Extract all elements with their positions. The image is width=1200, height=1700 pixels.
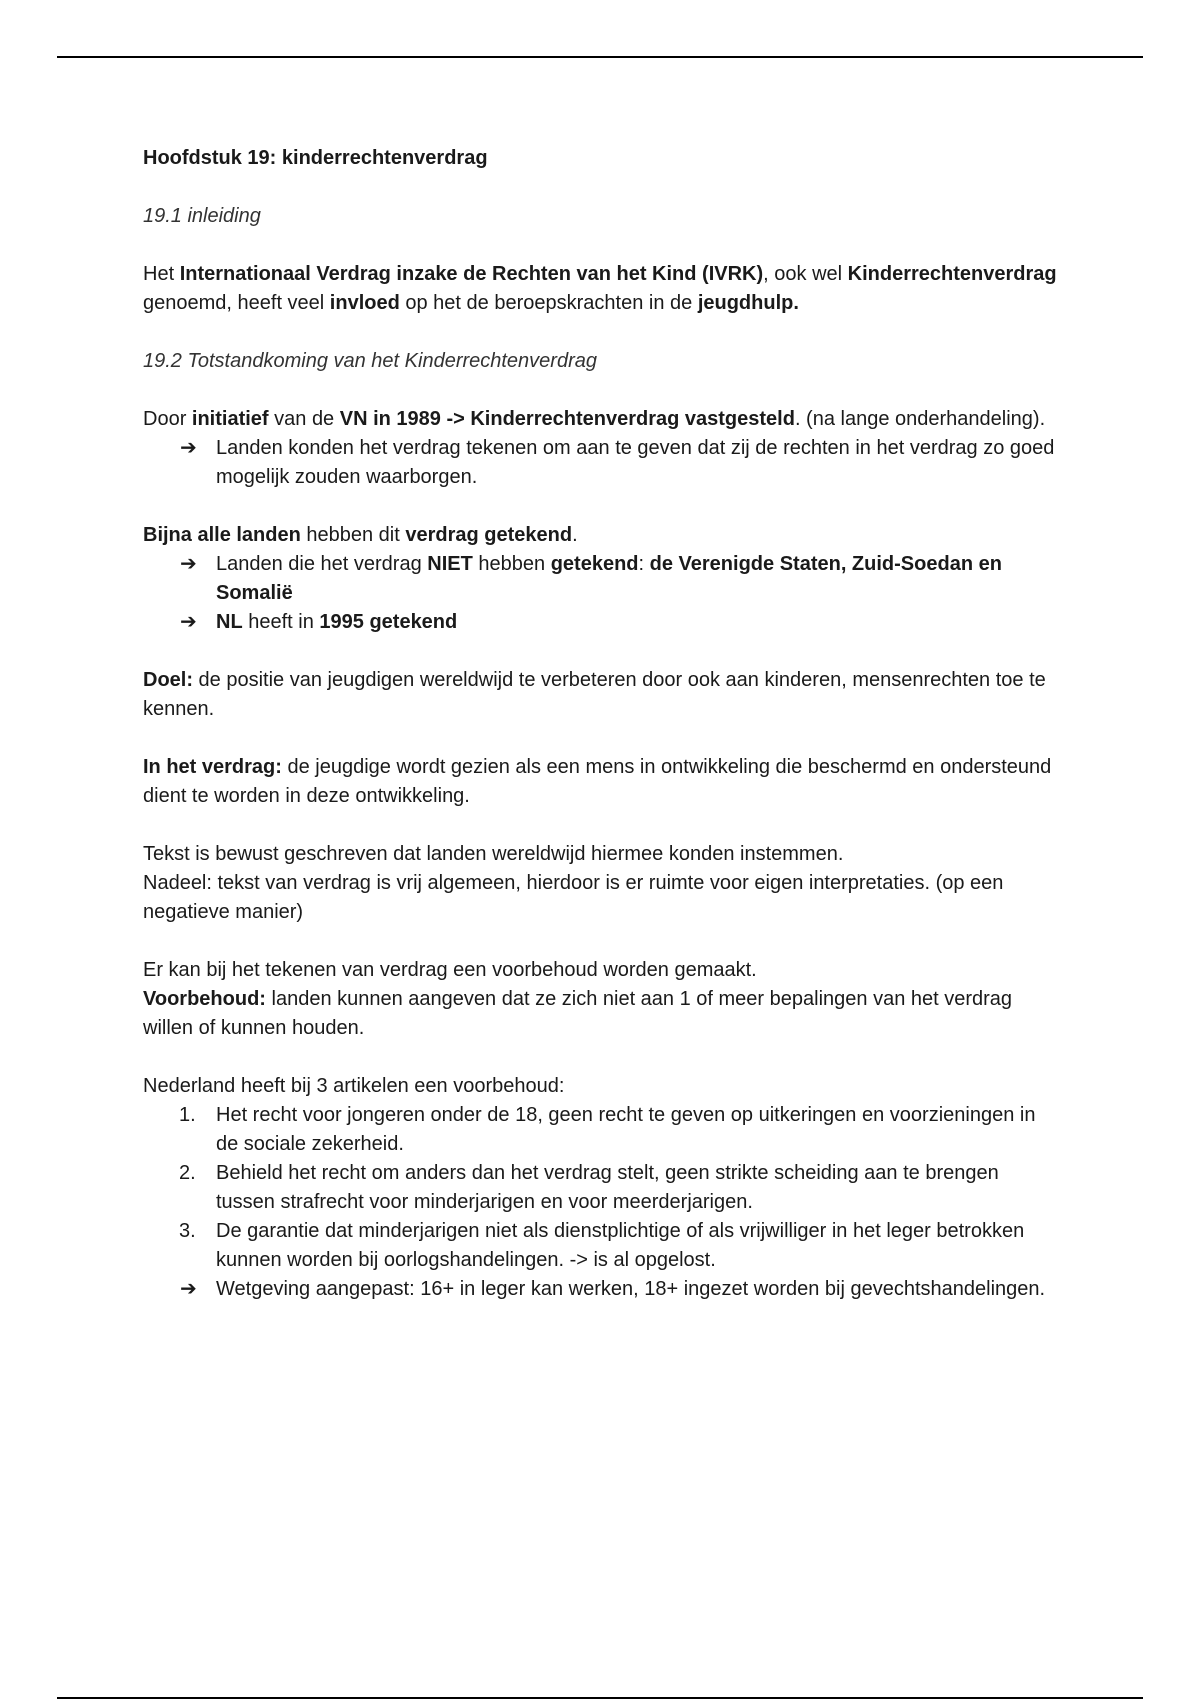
arrow-list — [143, 1275, 1063, 1304]
bold-text: 1995 getekend — [319, 611, 458, 633]
text: , ook wel — [763, 263, 848, 285]
bold-text: VN in 1989 -> Kinderrechtenverdrag vastgesteld — [339, 408, 795, 430]
list-item-text: Het recht voor jongeren onder de 18, geen recht te geven op uitkeringen en voorzieningen in de sociale zekerheid. — [216, 1104, 1036, 1155]
list-item-text: De garantie dat minderjarigen niet als dienstplichtige of als vrijwilliger in het leger betrokken kunnen worden bij oorlogshandelingen. -> is al opgelost. — [216, 1220, 1025, 1271]
list-item-text: Behield het recht om anders dan het verdrag stelt, geen strikte scheiding aan te brengen tussen strafrecht voor minderjarigen en voor meerderjarigen. — [216, 1162, 999, 1213]
list-number: 2. — [179, 1162, 196, 1184]
text: heeft in — [242, 611, 320, 633]
text: hebben dit — [300, 524, 406, 546]
list-number: 3. — [179, 1220, 196, 1242]
list-item — [143, 550, 1063, 608]
list-item — [143, 608, 1063, 637]
arrow-list — [143, 550, 1063, 637]
list-item-text: Wetgeving aangepast: 16+ in leger kan werken, 18+ ingezet worden bij gevechtshandelingen. — [216, 1278, 1046, 1300]
list-number: 1. — [179, 1104, 196, 1126]
paragraph-voorbehoud — [143, 985, 1063, 1043]
text: op het de beroepskrachten in de — [399, 292, 698, 314]
section-heading-inleiding: 19.1 inleiding — [143, 205, 261, 227]
arrow-icon: ➔ — [180, 437, 197, 459]
text: : — [638, 553, 650, 575]
text: . (na lange onderhandeling). — [794, 408, 1046, 430]
document-body — [143, 144, 1063, 1304]
list-item — [143, 1217, 1063, 1275]
paragraph-nadeel: Nadeel: tekst van verdrag is vrij algemeen, hierdoor is er ruimte voor eigen interpretaties. (op een negatieve manier) — [143, 872, 1004, 923]
paragraph-in-het-verdrag — [143, 753, 1063, 811]
arrow-list — [143, 434, 1063, 492]
bold-text: NL — [216, 611, 243, 633]
paragraph-doel — [143, 666, 1063, 724]
list-item — [143, 1101, 1063, 1159]
text: hebben — [472, 553, 551, 575]
paragraph-voorbehoud-intro: Er kan bij het tekenen van verdrag een voorbehoud worden gemaakt. — [143, 959, 757, 981]
paragraph-tekst: Tekst is bewust geschreven dat landen wereldwijd hiermee konden instemmen. — [143, 843, 844, 865]
paragraph-bijna-alle-landen — [143, 521, 1063, 550]
paragraph-ivrk — [143, 260, 1063, 318]
list-item — [143, 1275, 1063, 1304]
bold-text: invloed — [329, 292, 400, 314]
text: Door — [143, 408, 192, 430]
section-heading-totstandkoming: 19.2 Totstandkoming van het Kinderrechtenverdrag — [143, 350, 597, 372]
numbered-list — [143, 1101, 1063, 1275]
header-rule — [57, 56, 1143, 58]
bold-text: getekend — [550, 553, 639, 575]
arrow-icon: ➔ — [180, 1278, 197, 1300]
arrow-icon: ➔ — [180, 553, 197, 575]
text: landen kunnen aangeven dat ze zich niet aan 1 of meer bepalingen van het verdrag willen of kunnen houden. — [143, 988, 1013, 1039]
text: de jeugdige wordt gezien als een mens in ontwikkeling die beschermd en ondersteund dient te worden in deze ontwikkeling. — [143, 756, 1052, 807]
arrow-icon: ➔ — [180, 611, 197, 633]
text: Het — [143, 263, 180, 285]
bold-text: initiatief — [191, 408, 269, 430]
bold-text: Internationaal Verdrag inzake de Rechten van het Kind (IVRK) — [179, 263, 764, 285]
list-item-text: Landen konden het verdrag tekenen om aan te geven dat zij de rechten in het verdrag zo goed mogelijk zouden waarborgen. — [216, 437, 1055, 488]
bold-text: NIET — [427, 553, 473, 575]
text: Landen die het verdrag — [216, 553, 428, 575]
bold-text: de Verenigde Staten, Zuid-Soedan en Somalië — [216, 553, 1002, 604]
paragraph-initiatief — [143, 405, 1063, 434]
text: genoemd, heeft veel — [143, 292, 330, 314]
bold-text: Kinderrechtenverdrag — [847, 263, 1057, 285]
text: . — [572, 524, 578, 546]
bold-text: Bijna alle landen — [143, 524, 301, 546]
text: de positie van jeugdigen wereldwijd te verbeteren door ook aan kinderen, mensenrechten toe te kennen. — [143, 669, 1046, 720]
bold-text: verdrag getekend — [405, 524, 573, 546]
footer-rule — [57, 1697, 1143, 1699]
chapter-title: Hoofdstuk 19: kinderrechtenverdrag — [143, 147, 488, 169]
list-item — [143, 434, 1063, 492]
paragraph-nederland: Nederland heeft bij 3 artikelen een voorbehoud: — [143, 1075, 565, 1097]
bold-text: jeugdhulp. — [697, 292, 799, 314]
bold-text: In het verdrag: — [143, 756, 282, 778]
list-item — [143, 1159, 1063, 1217]
bold-text: Voorbehoud: — [143, 988, 266, 1010]
bold-text: Doel: — [143, 669, 193, 691]
text: van de — [268, 408, 340, 430]
